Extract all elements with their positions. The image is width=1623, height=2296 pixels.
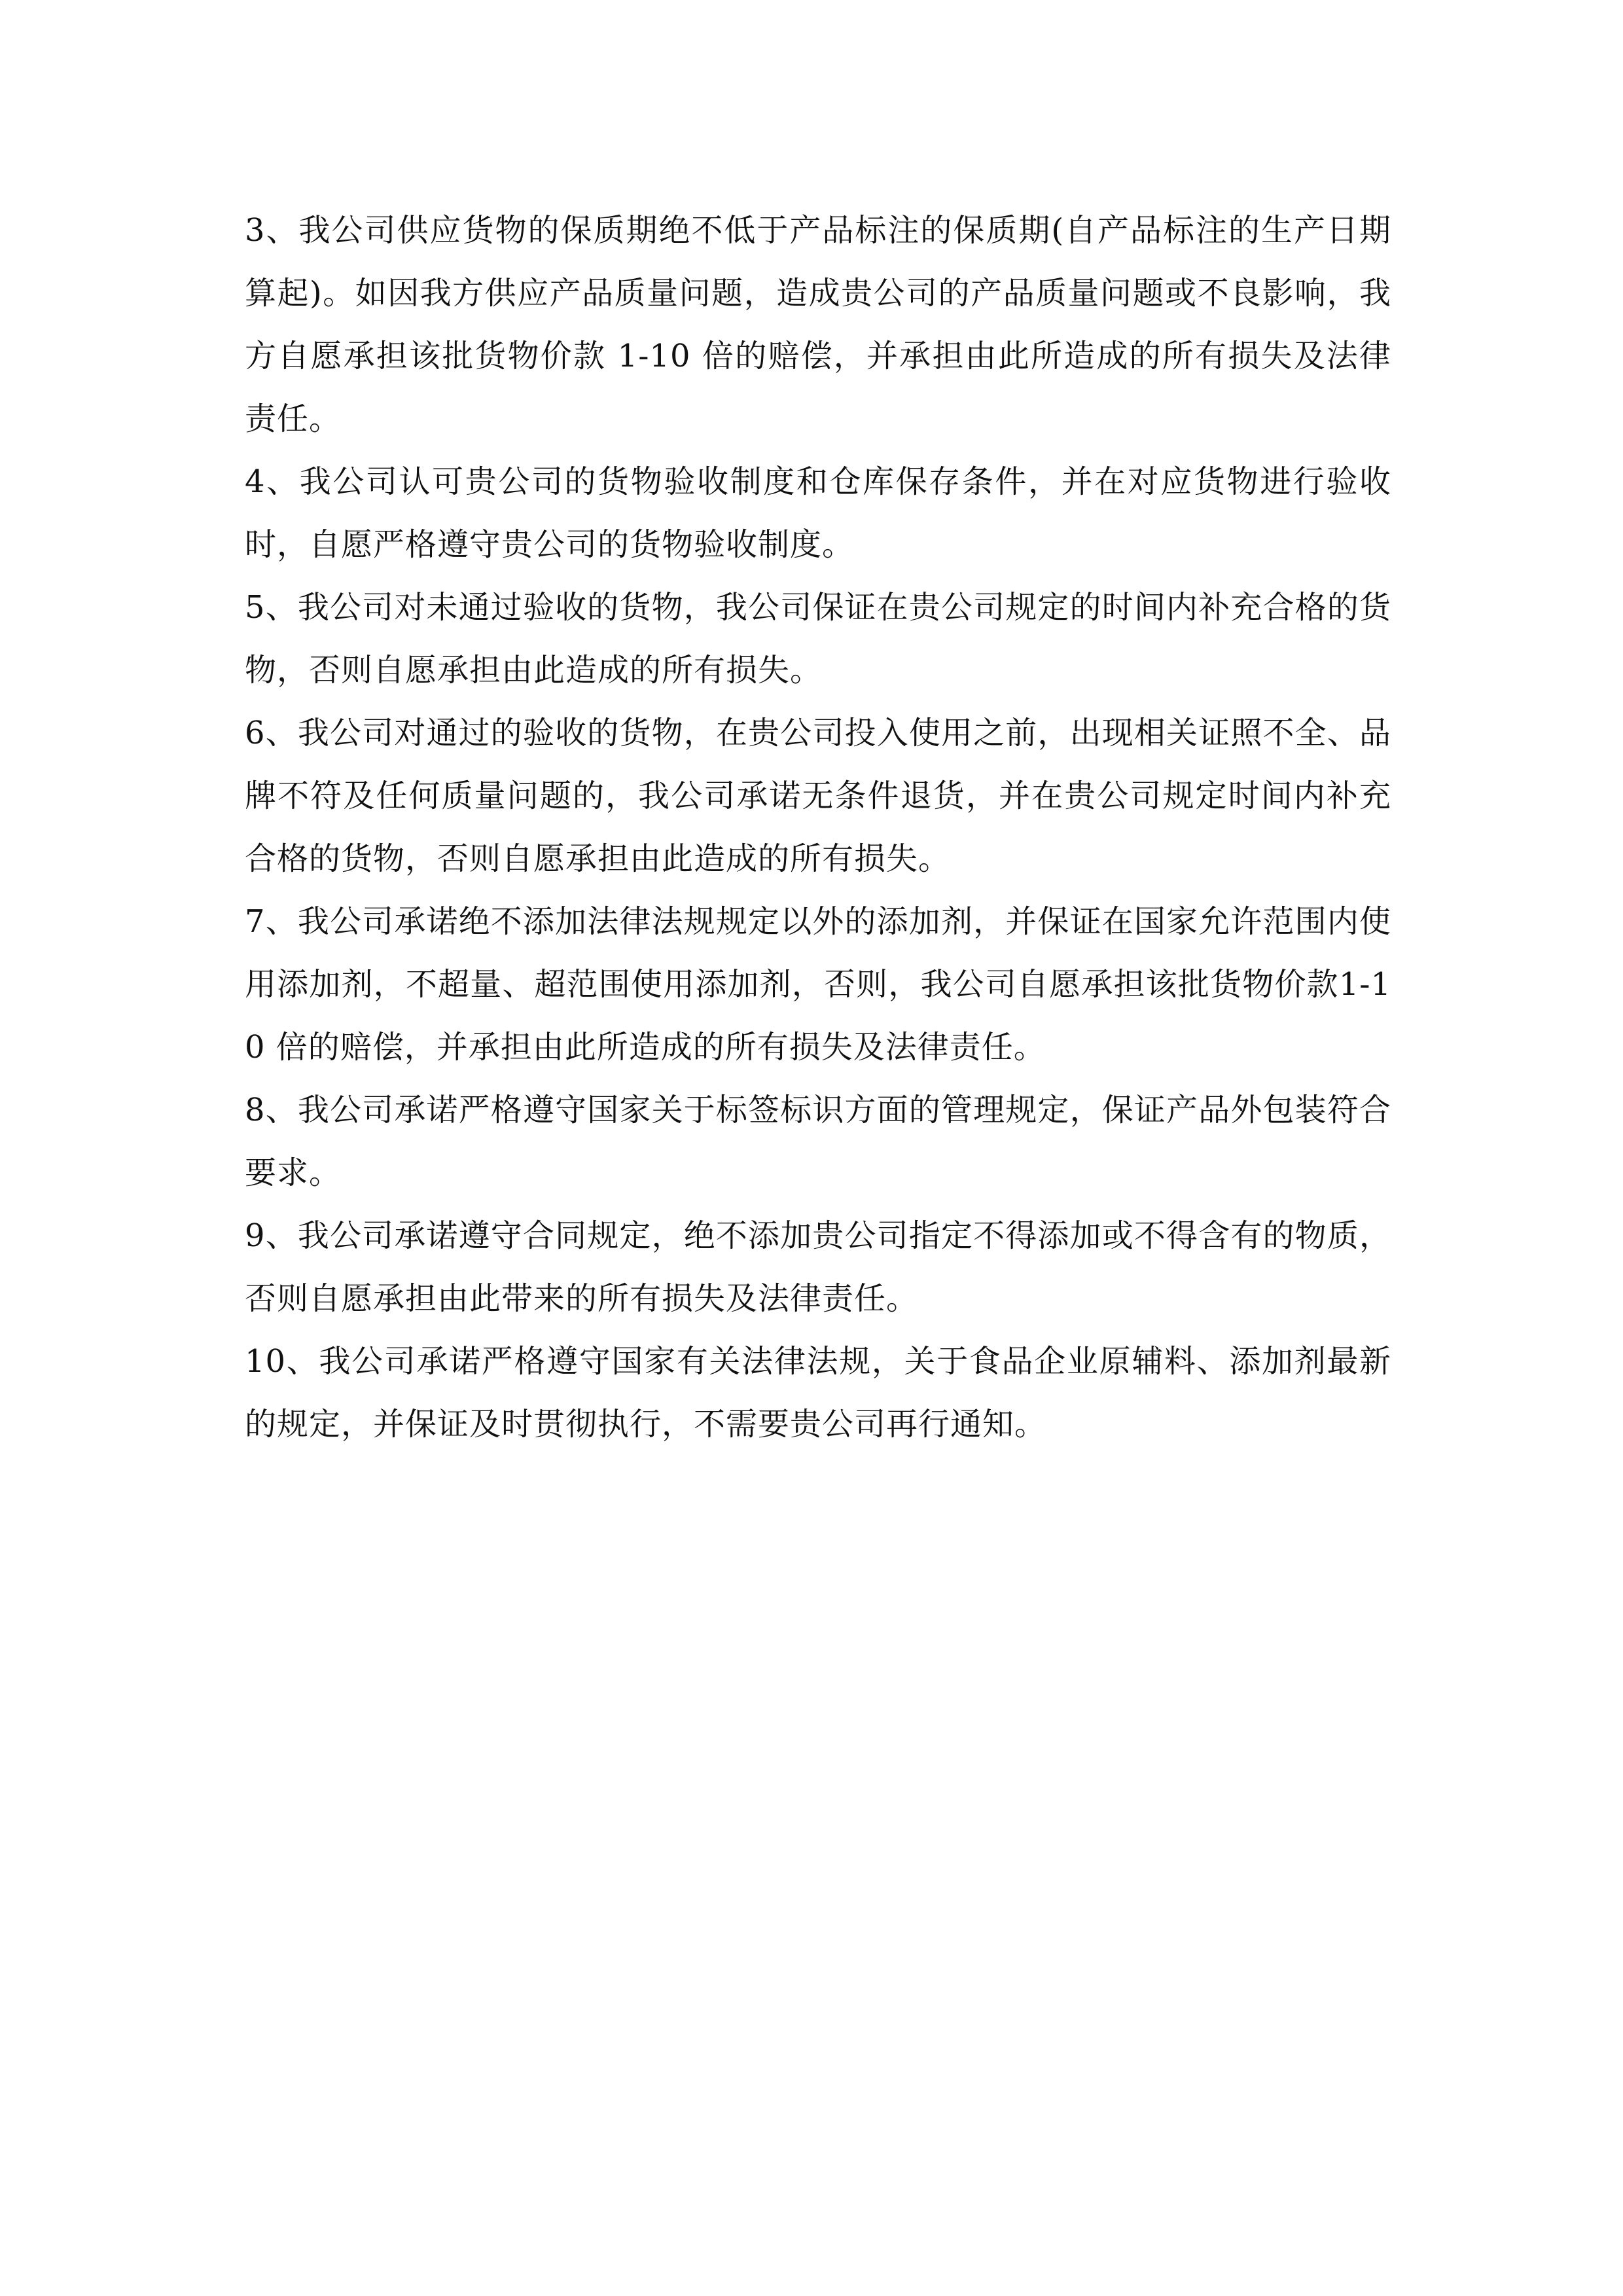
clause-10: 10、我公司承诺严格遵守国家有关法律法规，关于食品企业原辅料、添加剂最新的规定，并保证及时贯彻执行，不需要贵公司再行通知。 — [245, 1343, 1391, 1443]
document-body — [245, 199, 1391, 1456]
clause-9: 9、我公司承诺遵守合同规定，绝不添加贵公司指定不得添加或不得含有的物质，否则自愿承担由此带来的所有损失及法律责任。 — [245, 1217, 1391, 1317]
clause-6: 6、我公司对通过的验收的货物，在贵公司投入使用之前，出现相关证照不全、品牌不符及任何质量问题的，我公司承诺无条件退货，并在贵公司规定时间内补充合格的货物，否则自愿承担由此造成的所有损失。 — [245, 715, 1391, 877]
clause-7: 7、我公司承诺绝不添加法律法规规定以外的添加剂，并保证在国家允许范围内使用添加剂，不超量、超范围使用添加剂，否则，我公司自愿承担该批货物价款1-10 倍的赔偿，并承担由此所造成的所有损失及法律责任。 — [245, 903, 1391, 1066]
clause-5: 5、我公司对未通过验收的货物，我公司保证在贵公司规定的时间内补充合格的货物，否则自愿承担由此造成的所有损失。 — [245, 589, 1391, 689]
clause-8: 8、我公司承诺严格遵守国家关于标签标识方面的管理规定，保证产品外包装符合要求。 — [245, 1092, 1391, 1191]
clause-4: 4、我公司认可贵公司的货物验收制度和仓库保存条件，并在对应货物进行验收时，自愿严格遵守贵公司的货物验收制度。 — [245, 463, 1391, 563]
clause-3: 3、我公司供应货物的保质期绝不低于产品标注的保质期(自产品标注的生产日期算起)。如因我方供应产品质量问题，造成贵公司的产品质量问题或不良影响，我方自愿承担该批货物价款 1-10 倍的赔偿，并承担由此所造成的所有损失及法律责任。 — [245, 212, 1391, 437]
